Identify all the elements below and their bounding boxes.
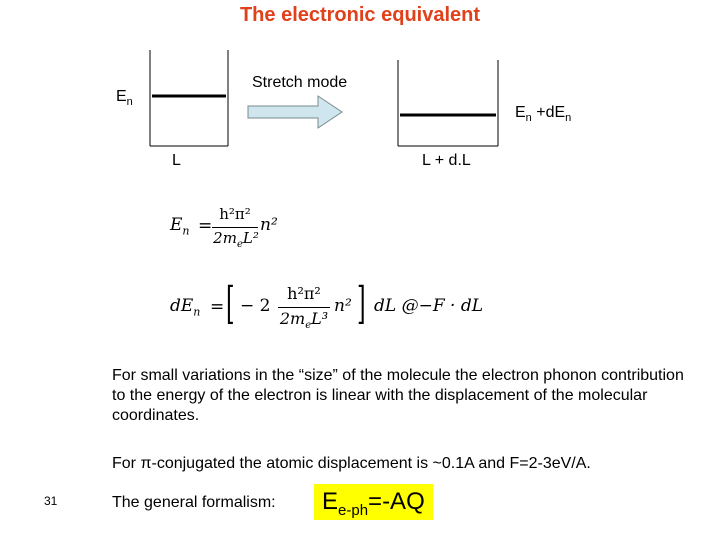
eq1-equals: = [198,216,213,236]
eq2-bracket-lead: − 2 [240,296,271,316]
pi-conjugated-paragraph: For π-conjugated the atomic displacement is ~0.1A and F=2-3eV/A. [112,455,591,472]
eq1-numerator: h²π² [219,205,251,223]
eq2-numerator: h²π² [287,284,321,303]
right-width-label: L + d.L [422,152,471,169]
left-level-label: $E_n$ [116,88,133,109]
slide-title: The electronic equivalent [239,4,481,26]
eq2-denominator: $2m_eL^3$ [279,309,329,332]
energy-equation [170,205,290,255]
eq2-equals: = [210,297,225,317]
potential-well-diagram [0,0,720,200]
left-width-label: L [172,152,181,169]
eq1-lhs: $E_n$ [170,215,190,238]
eq2-tail: n² [334,296,352,316]
eq2-left-bracket: [ [226,278,235,329]
eq2-lhs: $dE_n$ [170,296,201,319]
eq1-denominator: $2m_eL^2$ [213,229,259,250]
eq2-fraction-bar [278,307,330,308]
formalism-label: The general formalism: [112,494,276,511]
eq1-fraction-bar [212,227,258,228]
explanation-paragraph: For small variations in the “size” of the molecule the electron phonon contribution to the energy of the electron is linear with the displacement of the molecular coordinates. [112,367,684,424]
arrow-label: Stretch mode [252,74,348,91]
electron-phonon-formula: $E_{e-ph}=-AQ$ [314,484,433,520]
eq1-tail: n² [260,215,278,235]
energy-variation-equation [170,276,483,336]
page-number: 31 [44,494,58,508]
stretch-arrow [248,96,342,128]
eq2-rhs: dL @−F · dL [374,296,483,316]
eq2-right-bracket: ] [357,278,366,329]
right-level-label: $E_n +dE_n$ [515,104,572,125]
